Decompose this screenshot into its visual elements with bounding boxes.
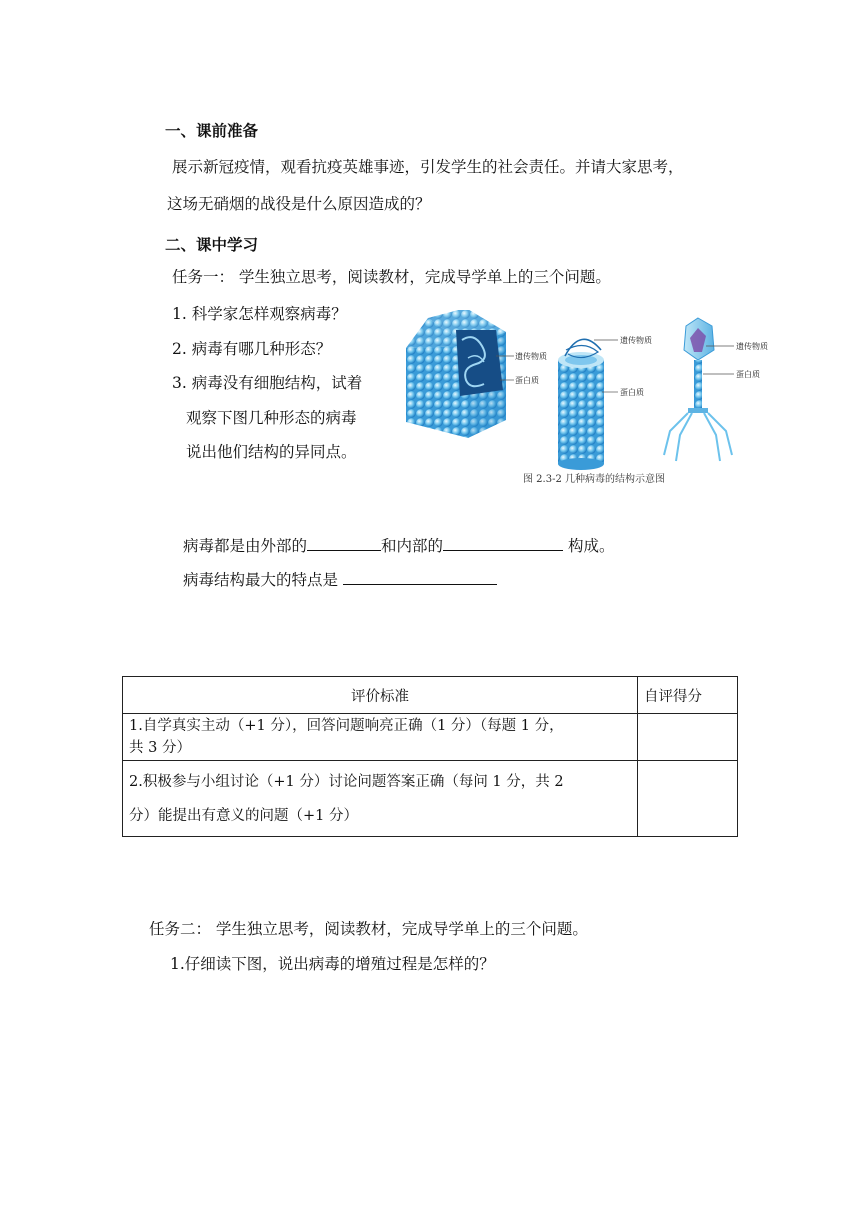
criteria-1-line1: 1.自学真实主动（+1 分），回答问题响亮正确（1 分）（每题 1 分， [129,718,564,734]
score-cell-1[interactable] [638,714,738,761]
question-3-line1: 3. 病毒没有细胞结构，试着 [172,374,363,392]
fill-line-1-part-b: 和内部的 [381,537,444,555]
fill-line-1 [183,534,614,556]
figure-caption: 图 2.3-2 几种病毒的结构示意图 [523,474,666,485]
criteria-cell-1 [123,714,638,761]
table-header-row [123,677,738,714]
fill-line-2 [183,568,497,590]
label-genetic-material-1: 遗传物质 [515,352,547,361]
blank-outer[interactable] [307,536,381,551]
prep-paragraph-line2: 这场无硝烟的战役是什么原因造成的？ [167,195,431,213]
label-protein-1: 蛋白质 [515,376,539,385]
question-2: 2. 病毒有哪几种形态？ [172,340,332,358]
blank-inner[interactable] [443,536,563,551]
fill-line-1-part-a: 病毒都是由外部的 [183,537,308,555]
polyhedral-virus [406,310,514,438]
helical-virus [558,339,618,470]
task1-title: 任务一： 学生独立思考，阅读教材，完成导学单上的三个问题。 [172,268,611,286]
question-3-line3: 说出他们结构的异同点。 [186,443,357,461]
virus-structure-figure [398,310,773,490]
task2-question-1: 1.仔细读下图，说出病毒的增殖过程是怎样的？ [170,955,495,973]
label-protein-3: 蛋白质 [736,370,760,379]
criteria-1-line2: 共 3 分） [129,740,191,756]
header-criteria: 评价标准 [123,677,638,714]
score-cell-2[interactable] [638,761,738,837]
fill-line-2-text: 病毒结构最大的特点是 [183,571,339,589]
section-heading-study: 二、课中学习 [165,236,259,254]
section-heading-prep: 一、课前准备 [165,122,259,140]
header-self-score: 自评得分 [638,677,738,714]
label-genetic-material-3: 遗传物质 [736,342,768,351]
evaluation-table [122,676,738,837]
criteria-2-line2: 分）能提出有意义的问题（+1 分） [129,807,358,824]
table-row [123,714,738,761]
label-genetic-material-2: 遗传物质 [620,336,652,345]
table-row [123,761,738,837]
task2-title: 任务二： 学生独立思考，阅读教材，完成导学单上的三个问题。 [149,920,588,938]
prep-paragraph-line1: 展示新冠疫情，观看抗疫英雄事迹，引发学生的社会责任。并请大家思考， [172,158,684,176]
question-3-line2: 观察下图几种形态的病毒 [186,409,357,427]
bacteriophage-virus [664,318,734,461]
criteria-cell-2 [123,761,638,837]
question-1: 1. 科学家怎样观察病毒？ [172,305,347,323]
label-protein-2: 蛋白质 [620,388,644,397]
blank-feature[interactable] [343,570,497,585]
fill-line-1-part-c: 构成。 [567,537,615,555]
criteria-2-line1: 2.积极参与小组讨论（+1 分）讨论问题答案正确（每问 1 分，共 2 [129,773,564,790]
